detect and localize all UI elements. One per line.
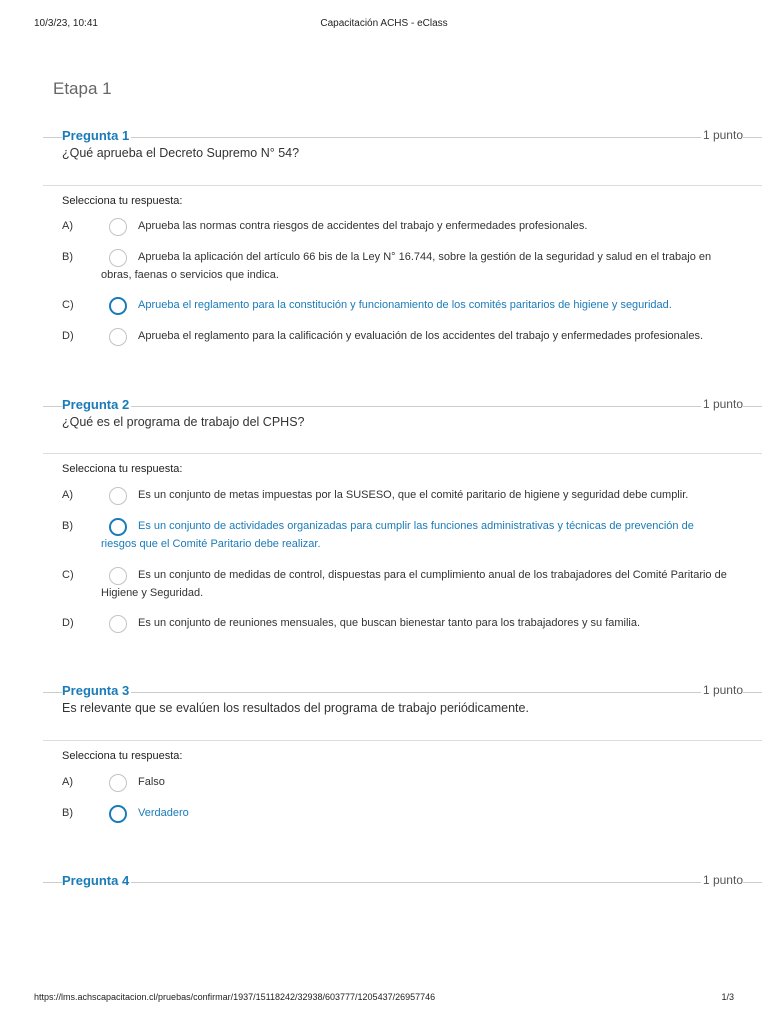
radio-button-selected[interactable] [109,518,127,536]
option-text-continuation: obras, faenas o servicios que indica. [101,269,279,281]
question-divider [43,185,762,186]
question-title: Pregunta 1 [62,128,130,143]
radio-button[interactable] [109,774,127,792]
option-letter: D) [62,617,74,629]
option-text: Es un conjunto de reuniones mensuales, que buscan bienestar tanto para los trabajadores y su familia. [138,617,641,629]
print-header [34,18,734,32]
print-url: https://lms.achscapacitacion.cl/pruebas/confirmar/1937/15118242/32938/603777/1205437/26957746 [34,992,436,1002]
question-points: 1 punto [702,397,743,411]
option-letter: A) [62,220,73,232]
question-divider [43,740,762,741]
radio-button[interactable] [109,249,127,267]
option-letter: B) [62,807,73,819]
radio-button[interactable] [109,615,127,633]
option-letter: B) [62,251,73,263]
option-letter: A) [62,489,73,501]
question-rule [43,406,762,407]
question-title: Pregunta 3 [62,683,130,698]
select-answer-label: Selecciona tu respuesta: [62,750,183,762]
option-letter: C) [62,569,74,581]
option-text-continuation: Higiene y Seguridad. [101,587,204,599]
question-text: Es relevante que se evalúen los resultados del programa de trabajo periódicamente. [62,701,529,715]
option-letter: C) [62,299,74,311]
radio-button[interactable] [109,218,127,236]
option-text: Es un conjunto de medidas de control, dispuestas para el cumplimiento anual de los trabajadores del Comité Paritario de [138,569,727,581]
question-text: ¿Qué es el programa de trabajo del CPHS? [62,415,305,429]
question-points: 1 punto [702,128,743,142]
print-title: Capacitación ACHS - eClass [320,18,448,29]
radio-button[interactable] [109,328,127,346]
option-letter: D) [62,330,74,342]
option-text: Aprueba el reglamento para la calificación y evaluación de los accidentes del trabajo y enfermedades profesionales. [138,330,704,342]
question-text: ¿Qué aprueba el Decreto Supremo N° 54? [62,146,300,160]
radio-button-selected[interactable] [109,805,127,823]
radio-button[interactable] [109,567,127,585]
question-points: 1 punto [702,683,743,697]
option-letter: A) [62,776,73,788]
print-datetime: 10/3/23, 10:41 [34,18,98,29]
print-page-number: 1/3 [721,992,734,1002]
option-letter: B) [62,520,73,532]
question-rule [43,882,762,883]
option-text: Aprueba el reglamento para la constitución y funcionamiento de los comités paritarios de higiene y seguridad. [138,299,672,311]
option-text-continuation: riesgos que el Comité Paritario debe realizar. [101,538,321,550]
radio-button-selected[interactable] [109,297,127,315]
option-text: Falso [138,776,165,788]
radio-button[interactable] [109,487,127,505]
option-text: Aprueba la aplicación del artículo 66 bis de la Ley N° 16.744, sobre la gestión de la seguridad y salud en el trabajo en [138,251,712,263]
question-rule [43,137,762,138]
print-footer [34,992,734,1006]
option-text: Verdadero [138,807,189,819]
select-answer-label: Selecciona tu respuesta: [62,463,183,475]
option-text: Aprueba las normas contra riesgos de accidentes del trabajo y enfermedades profesionales. [138,220,588,232]
option-text: Es un conjunto de metas impuestas por la SUSESO, que el comité paritario de higiene y seguridad debe cumplir. [138,489,689,501]
question-divider [43,453,762,454]
question-title: Pregunta 4 [62,873,130,888]
select-answer-label: Selecciona tu respuesta: [62,195,183,207]
question-points: 1 punto [702,873,743,887]
question-rule [43,692,762,693]
stage-title: Etapa 1 [53,79,112,98]
option-text: Es un conjunto de actividades organizadas para cumplir las funciones administrativas y técnicas de prevención de [138,520,694,532]
question-title: Pregunta 2 [62,397,130,412]
